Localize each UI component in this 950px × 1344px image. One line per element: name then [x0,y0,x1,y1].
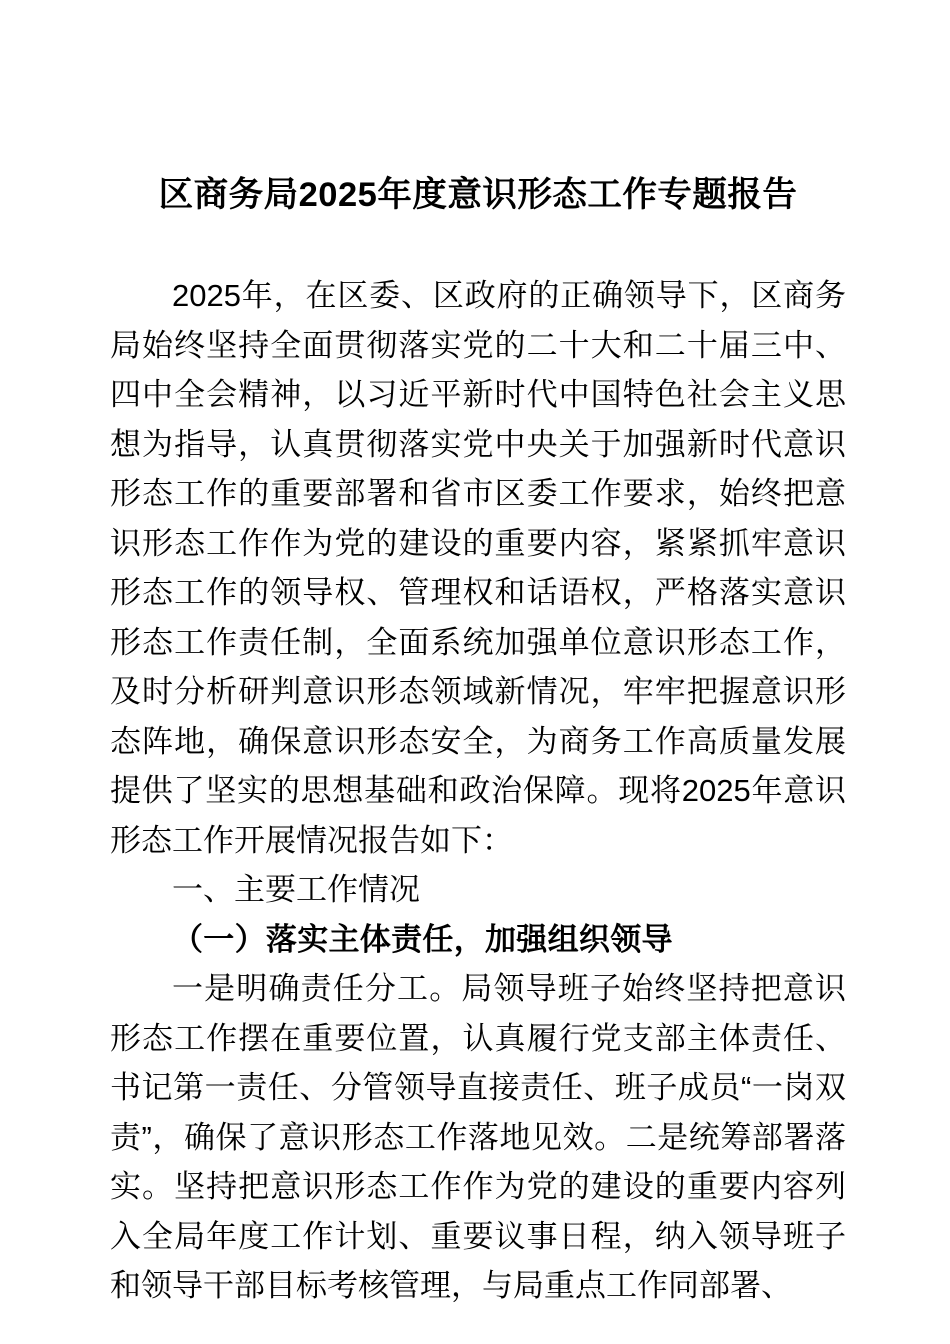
document-content [110,0,846,1311]
document-title: 区商务局2025年度意识形态工作专题报告 [158,176,798,214]
sub-heading-responsibility-leadership: （一）落实主体责任，加强组织领导 [172,921,673,957]
paragraph-responsibility-leadership-body: 一是明确责任分工。局领导班子始终坚持把意识形态工作摆在重要位置，认真履行党支部主体责任、书记第一责任、分管领导直接责任、班子成员“一岗双责”，确保了意识形态工作落地见效。二是统筹部署落实。坚持把意识形态工作作为党的建设的重要内容列入全局年度工作计划、重要议事日程，纳入领导班子和领导干部目标考核管理，与局重点工作同部署、 [110,971,846,1303]
section-heading-main-work: 一、主要工作情况 [172,872,420,907]
paragraph-intro: 2025年，在区委、区政府的正确领导下，区商务局始终坚持全面贯彻落实党的二十大和二十届三中、四中全会精神，以习近平新时代中国特色社会主义思想为指导，认真贯彻落实党中央关于加强新时代意识形态工作的重要部署和省市区委工作要求，始终把意识形态工作作为党的建设的重要内容，紧紧抓牢意识形态工作的领导权、管理权和话语权，严格落实意识形态工作责任制，全面系统加强单位意识形态工作，及时分析研判意识形态领域新情况，牢牢把握意识形态阵地，确保意识形态安全，为商务工作高质量发展提供了坚实的思想基础和政治保障。现将2025年意识形态工作开展情况报告如下： [110,278,846,858]
